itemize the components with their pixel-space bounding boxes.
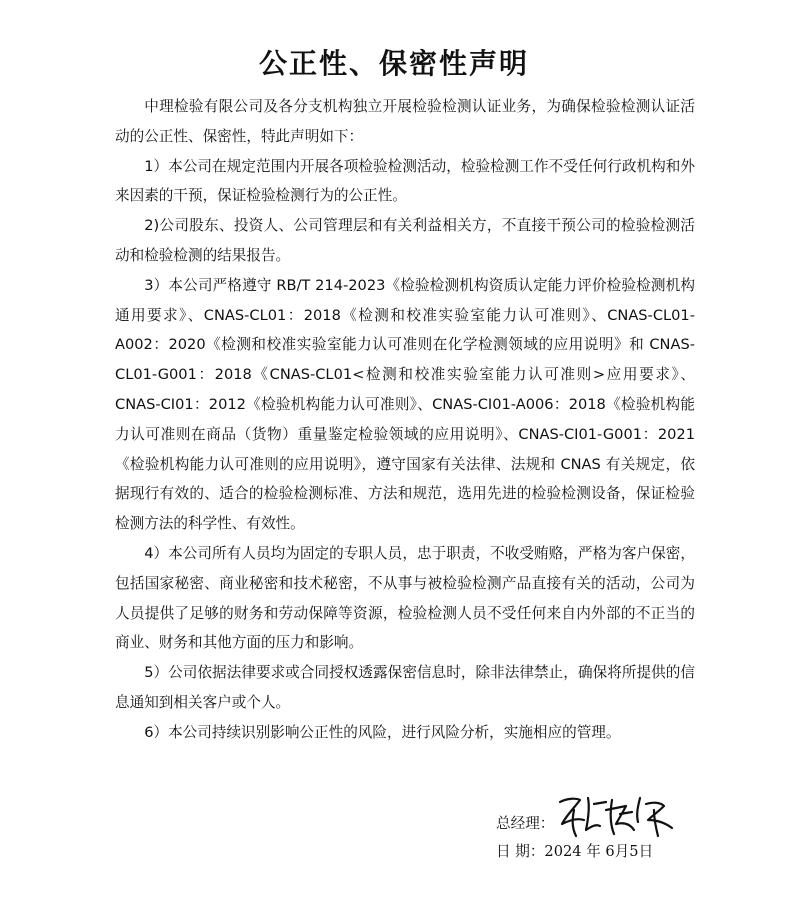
declaration-body [115,92,695,748]
clause-4-paragraph: 4）本公司所有人员均为固定的专职人员，忠于职责，不收受贿赂，严格为客户保密，包括国家秘密、商业秘密和技术秘密，不从事与被检验检测产品直接有关的活动，公司为人员提供了足够的财务和劳动保障等资源，检验检测人员不受任何来自内外部的不正当的商业、财务和其他方面的压力和影响。 [115,544,695,652]
clause-6-paragraph: 6）本公司持续识别影响公正性的风险，进行风险分析，实施相应的管理。 [144,723,621,741]
clause-2-paragraph: 2)公司股东、投资人、公司管理层和有关利益相关方，不直接干预公司的检验检测活动和检验检测的结果报告。 [115,217,695,264]
clause-1-paragraph: 1）本公司在规定范围内开展各项检验检测活动，检验检测工作不受任何行政机构和外来因素的干预，保证检验检测行为的公正性。 [115,157,695,205]
signoff-block [496,790,756,880]
clause-5-paragraph: 5）公司依据法律要求或合同授权透露保密信息时，除非法律禁止，确保将所提供的信息通知到相关客户或个人。 [115,664,695,711]
signature-icon [554,790,684,840]
general-manager-label: 总经理： [496,815,555,832]
date-line: 日 期：2024 年 6月5日 [496,843,654,860]
document-title: 公正性、保密性声明 [258,47,529,80]
clause-3-paragraph: 3）本公司严格遵守 RB/T 214-2023《检验检测机构资质认定能力评价检验检测机构通用要求》、CNAS-CL01：2018《检测和校准实验室能力认可准则》、CNAS-CL01-A002：2020《检测和校准实验室能力认可准则在化学检测领域的应用说明》和 CNAS-CL01-G001：2018《CNAS-CL01<检测和校准实验室能力认可准则>应用要求》、CNAS-CI01：2012《检验机构能力认可准则》、CNAS-CI01-A006：2018《检验机构能力认可准则在商品（货物）重量鉴定检验领域的应用说明》、CNAS-CI01-G001：2021《检验机构能力认可准则的应用说明》，遵守国家有关法律、法规和 CNAS 有关规定，依据现行有效的、适合的检验检测标准、方法和规范，选用先进的检验检测设备，保证检验检测方法的科学性、有效性。 [115,276,695,533]
intro-paragraph: 中理检验有限公司及各分支机构独立开展检验检测认证业务，为确保检验检测认证活动的公正性、保密性，特此声明如下： [115,98,695,145]
